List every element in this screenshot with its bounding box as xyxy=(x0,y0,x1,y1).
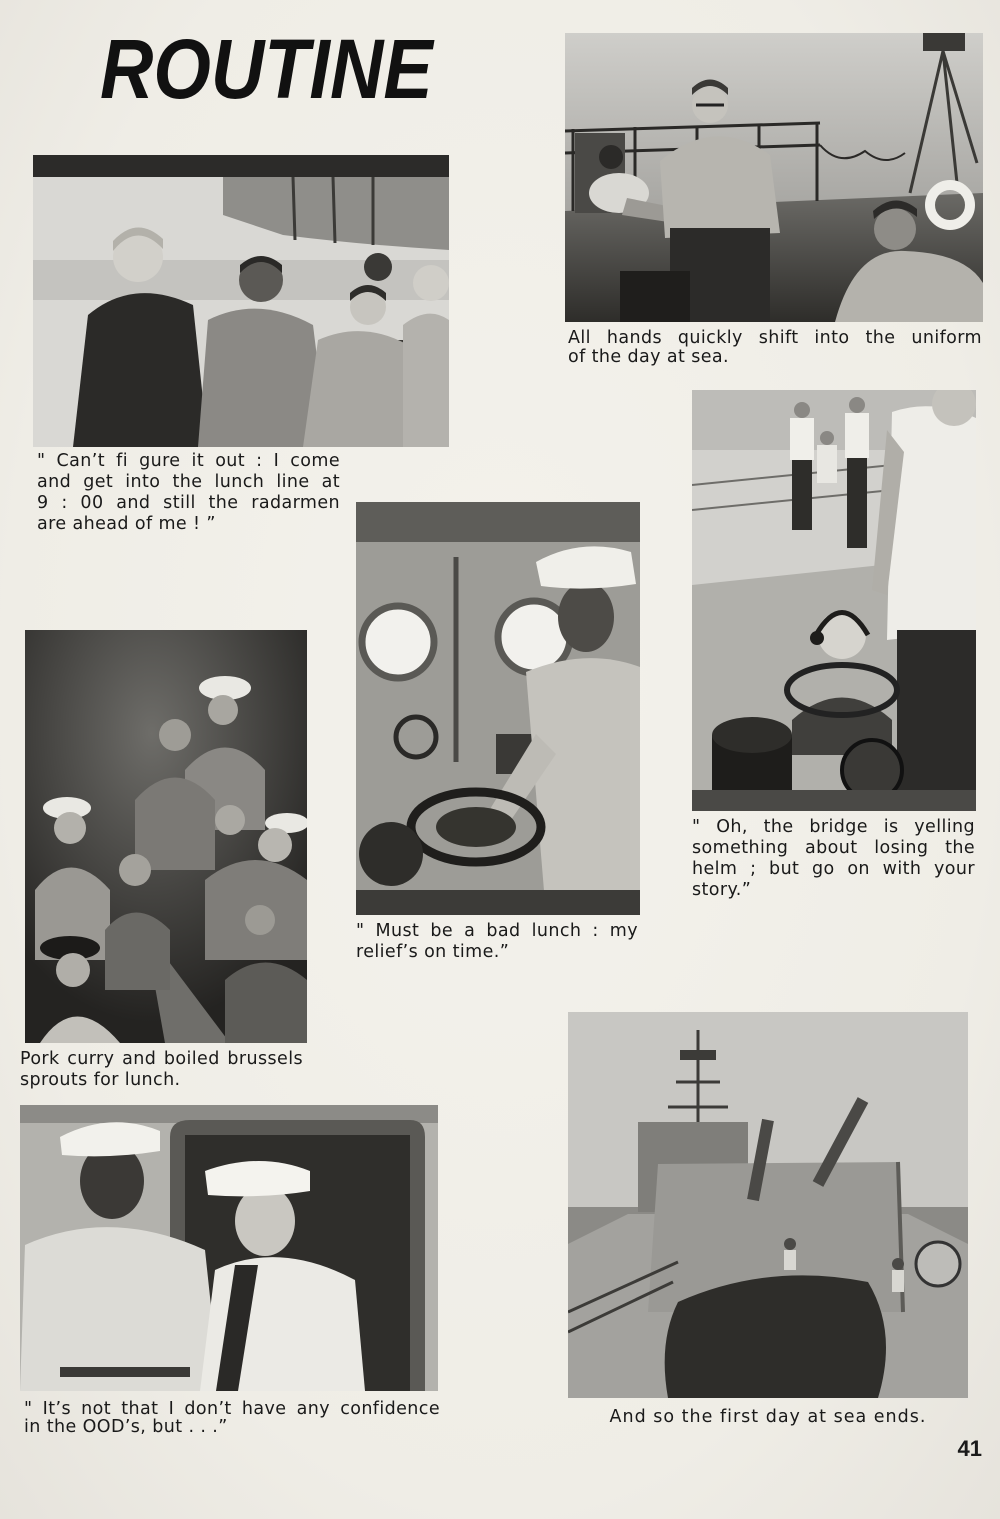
caption-line: And so the first day at sea ends. xyxy=(609,1407,927,1427)
photo-bridge-helm-image xyxy=(692,390,976,811)
caption-pork-curry xyxy=(20,1049,303,1091)
caption-line: helm ; but go on with your xyxy=(692,859,975,879)
photo-uniform-at-sea xyxy=(565,33,983,322)
caption-line: relief’s on time.” xyxy=(356,942,510,962)
caption-line: Pork curry and boiled brussels xyxy=(20,1049,303,1069)
caption-line: in the OOD’s, but . . .” xyxy=(24,1417,228,1437)
caption-line: something about losing the xyxy=(692,838,975,858)
photo-lunch-line-image xyxy=(33,155,449,447)
caption-uniform-at-sea xyxy=(568,329,982,367)
photo-pork-curry-image xyxy=(25,630,307,1043)
photo-bad-lunch-image xyxy=(356,502,640,915)
caption-first-day-ends xyxy=(568,1407,968,1428)
photo-ood-confidence-image xyxy=(20,1105,438,1391)
photo-uniform-at-sea-image xyxy=(565,33,983,322)
caption-bridge-helm xyxy=(692,817,975,901)
photo-bridge-helm xyxy=(692,390,976,811)
caption-line: " Oh, the bridge is yelling xyxy=(692,817,975,837)
caption-line: " It’s not that I don’t have any confidence xyxy=(24,1399,440,1419)
porthole-left xyxy=(362,606,434,678)
photo-first-day-ends xyxy=(568,1012,968,1398)
caption-lunch-line xyxy=(37,451,340,535)
caption-line: sprouts for lunch. xyxy=(20,1070,181,1090)
caption-line: 9 : 00 and still the radarmen xyxy=(37,493,340,513)
caption-line: and get into the lunch line at xyxy=(37,472,340,492)
caption-line: of the day at sea. xyxy=(568,347,729,367)
page-title: ROUTINE xyxy=(100,22,433,116)
caption-line: are ahead of me ! ” xyxy=(37,514,216,534)
caption-ood-confidence xyxy=(24,1400,440,1436)
page-number: 41 xyxy=(957,1436,982,1461)
caption-line: " Can’t fi gure it out : I come xyxy=(37,451,340,471)
caption-line: " Must be a bad lunch : my xyxy=(356,921,638,941)
caption-bad-lunch xyxy=(356,921,638,963)
caption-line: story.” xyxy=(692,880,752,900)
photo-lunch-line xyxy=(33,155,449,447)
photo-pork-curry xyxy=(25,630,307,1043)
photo-bad-lunch xyxy=(356,502,640,915)
caption-line: All hands quickly shift into the uniform xyxy=(568,328,982,348)
sailor-back-of-head xyxy=(364,253,392,281)
photo-ood-confidence xyxy=(20,1105,438,1391)
photo-first-day-ends-image xyxy=(568,1012,968,1398)
